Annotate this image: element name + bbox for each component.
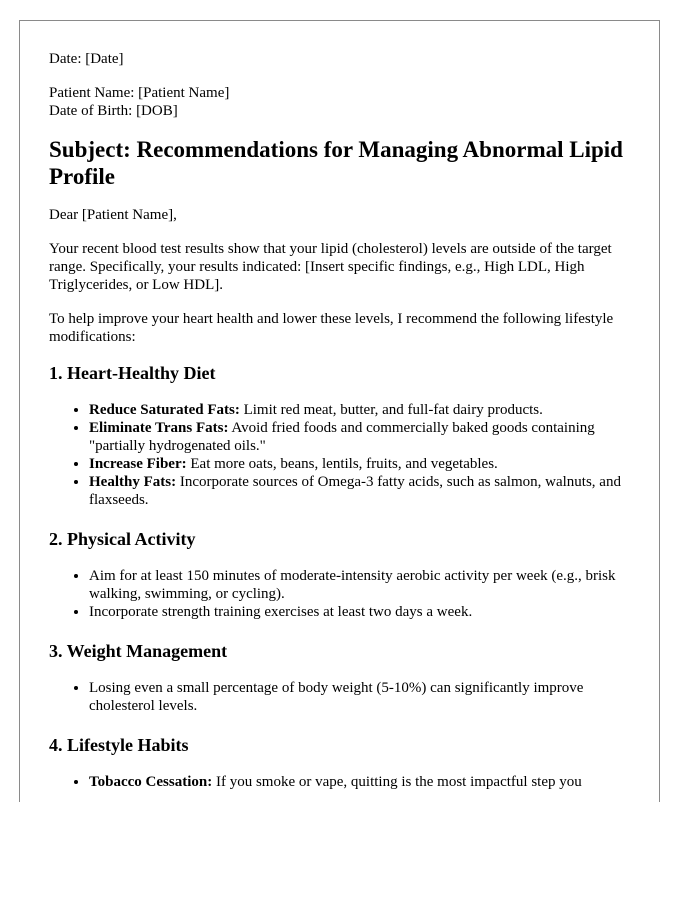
section-list bbox=[49, 773, 630, 791]
list-item bbox=[89, 455, 630, 473]
item-bold: Eliminate Trans Fats: bbox=[89, 420, 229, 436]
section-list bbox=[49, 567, 630, 621]
item-bold: Healthy Fats: bbox=[89, 474, 177, 490]
patient-name-line: Patient Name: [Patient Name] bbox=[49, 85, 230, 101]
item-text: Limit red meat, butter, and full-fat dairy products. bbox=[239, 402, 543, 418]
item-text: Aim for at least 150 minutes of moderate-intensity aerobic activity per week (e.g., brisk walking, swimming, or cycling). bbox=[89, 568, 616, 602]
item-text: Incorporate sources of Omega-3 fatty acids, such as salmon, walnuts, and flaxseeds. bbox=[89, 474, 621, 508]
item-text: Avoid fried foods and commercially baked goods containing "partially hydrogenated oils." bbox=[89, 420, 595, 454]
letter-page bbox=[19, 20, 660, 802]
item-text: Incorporate strength training exercises at least two days a week. bbox=[89, 604, 473, 620]
list-item bbox=[89, 773, 630, 791]
subject-heading: Subject: Recommendations for Managing Abnormal Lipid Profile bbox=[49, 137, 623, 189]
section-heading: 1. Heart-Healthy Diet bbox=[49, 363, 216, 383]
paragraph-results: Your recent blood test results show that your lipid (cholesterol) levels are outside of the target range. Specifically, your results indicated: [Insert specific findings, e.g., High LDL, High Triglycerides, or Low HDL]. bbox=[49, 241, 612, 293]
paragraph-recommend: To help improve your heart health and lower these levels, I recommend the following lifestyle modifications: bbox=[49, 311, 614, 345]
list-item bbox=[89, 679, 630, 715]
letter-body bbox=[20, 21, 659, 791]
item-text: Losing even a small percentage of body weight (5-10%) can significantly improve cholesterol levels. bbox=[89, 680, 584, 714]
dob-line: Date of Birth: [DOB] bbox=[49, 103, 178, 119]
list-item bbox=[89, 401, 630, 419]
item-text: Eat more oats, beans, lentils, fruits, and vegetables. bbox=[186, 456, 498, 472]
section-list bbox=[49, 401, 630, 509]
date-line: Date: [Date] bbox=[49, 51, 124, 67]
item-bold: Increase Fiber: bbox=[89, 456, 187, 472]
section-list bbox=[49, 679, 630, 715]
list-item bbox=[89, 419, 630, 455]
item-bold: Reduce Saturated Fats: bbox=[89, 402, 240, 418]
patient-info bbox=[49, 84, 630, 120]
list-item bbox=[89, 473, 630, 509]
item-bold: Tobacco Cessation: bbox=[89, 774, 213, 790]
item-text: If you smoke or vape, quitting is the most impactful step you bbox=[212, 774, 582, 790]
section-heading: 3. Weight Management bbox=[49, 641, 228, 661]
list-item bbox=[89, 603, 630, 621]
section-heading: 2. Physical Activity bbox=[49, 529, 196, 549]
list-item bbox=[89, 567, 630, 603]
section-heading: 4. Lifestyle Habits bbox=[49, 735, 189, 755]
greeting: Dear [Patient Name], bbox=[49, 207, 177, 223]
